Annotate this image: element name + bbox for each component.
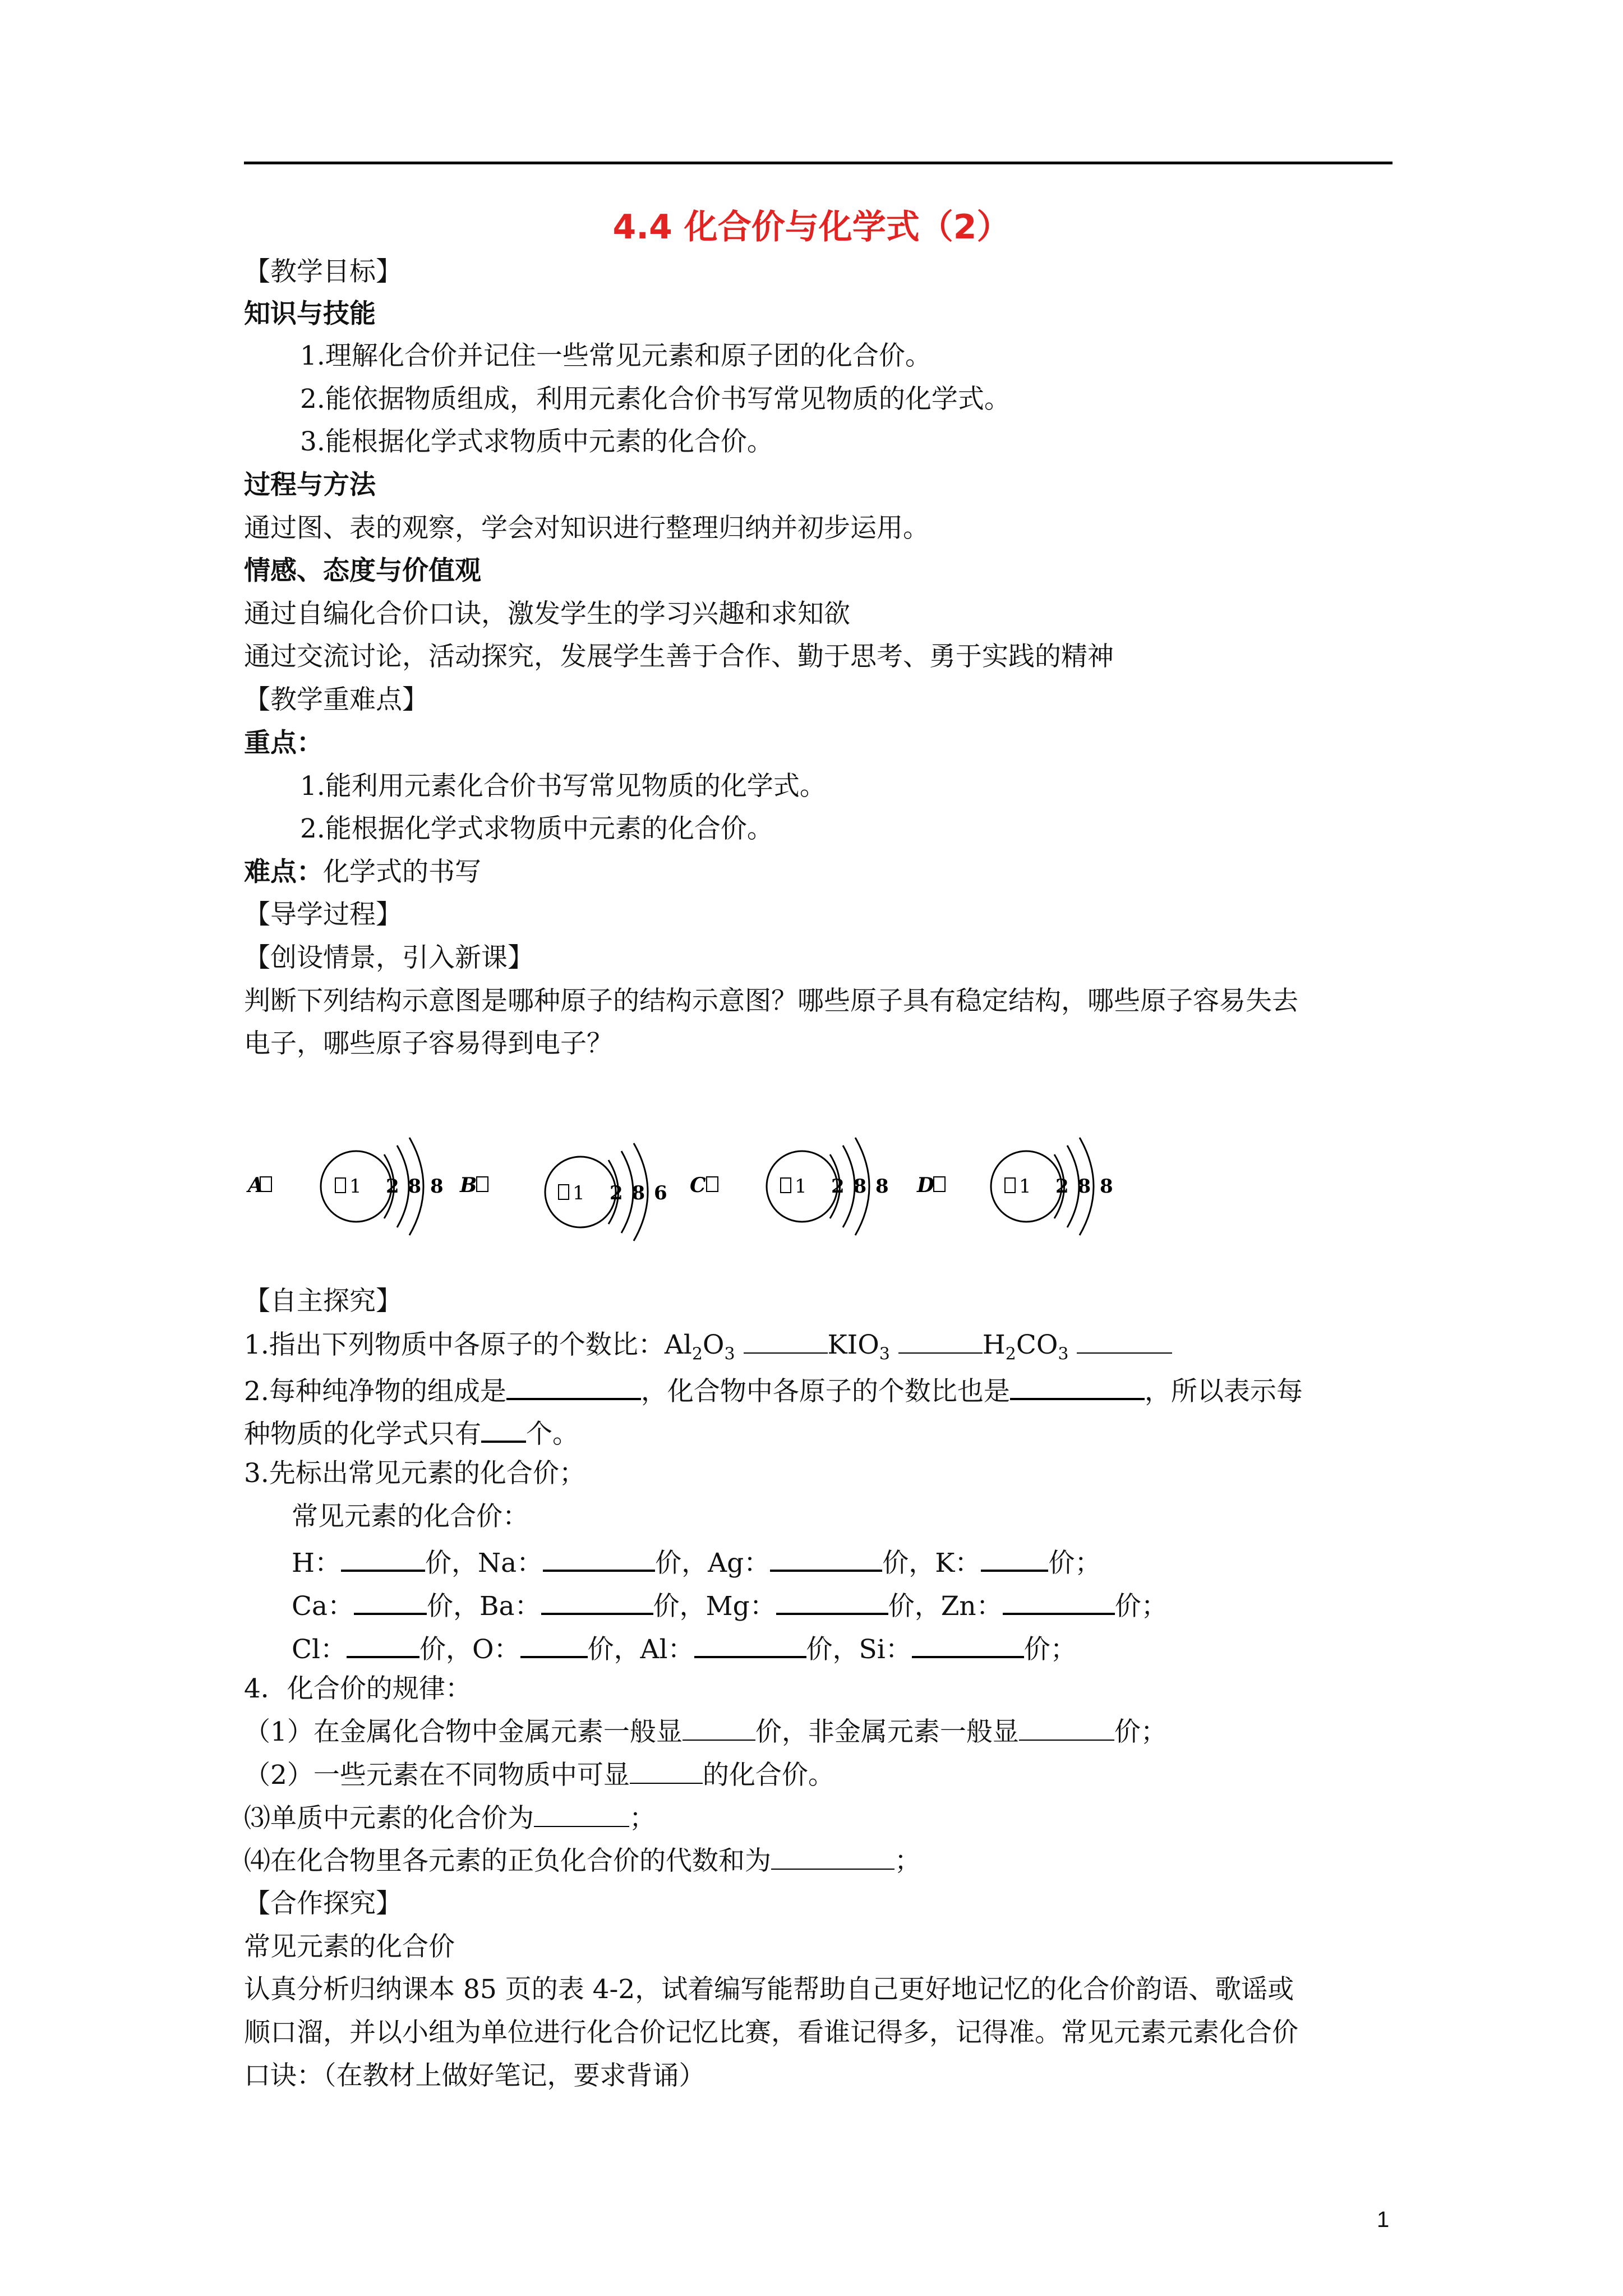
atom-label: D — [917, 1174, 935, 1197]
element-label: O： — [472, 1634, 520, 1665]
valence-blank[interactable] — [1003, 1586, 1115, 1615]
element-label: Na： — [478, 1548, 543, 1579]
unit-label: 价 — [587, 1634, 614, 1665]
knowledge-item: 1.理解化合价并记住一些常见元素和原子团的化合价。 — [300, 341, 932, 371]
unit-label: 价 — [426, 1591, 453, 1622]
q2-text: ，所以表示每 — [1144, 1376, 1303, 1407]
unit-label: 价 — [1023, 1634, 1050, 1665]
answer-blank[interactable] — [898, 1328, 983, 1354]
unit-label: 价 — [1114, 1591, 1141, 1622]
scene-line: 电子，哪些原子容易得到电子？ — [244, 1028, 613, 1059]
atom-c — [690, 1138, 890, 1235]
shell-electrons: 2 8 8 — [831, 1175, 890, 1198]
q4: 4．化合价的规律： — [244, 1673, 472, 1704]
hard-label: 难点： — [244, 857, 323, 887]
valence-row: Cl： 价，O： 价，Al： 价，Si： 价； — [292, 1629, 1077, 1667]
q2-line2 — [244, 1414, 579, 1451]
atom-d — [916, 1138, 1114, 1235]
scene-line: 判断下列结构示意图是哪种原子的结构示意图？哪些原子具有稳定结构，哪些原子容易失去 — [244, 986, 1298, 1016]
hard-text: 化学式的书写 — [323, 857, 481, 887]
nucleus-number: 1 — [573, 1182, 585, 1204]
q2-text: 种物质的化学式只有 — [244, 1419, 481, 1450]
atom-label: C — [690, 1174, 706, 1197]
key-item: 1.能利用元素化合价书写常见物质的化学式。 — [300, 771, 826, 802]
atom-label: B — [460, 1174, 477, 1197]
q2-text: ，化合物中各原子的个数比也是 — [640, 1376, 1010, 1407]
element-label: Si： — [859, 1634, 912, 1665]
element-label: Al： — [640, 1634, 694, 1665]
element-label: Mg： — [706, 1591, 776, 1622]
nucleus-number: 1 — [795, 1175, 807, 1198]
goals-heading: 【教学目标】 — [244, 256, 402, 287]
answer-blank[interactable] — [744, 1328, 828, 1354]
answer-blank[interactable] — [771, 1844, 895, 1870]
valence-blank[interactable] — [541, 1586, 653, 1615]
rule-1: （1）在金属化合物中金属元素一般显 价，非金属元素一般显 价； — [244, 1715, 1167, 1749]
valence-blank[interactable] — [341, 1543, 425, 1572]
element-label: Zn： — [940, 1591, 1003, 1622]
valence-blank[interactable] — [354, 1586, 427, 1615]
emotion-line: 通过交流讨论，活动探究，发展学生善于合作、勤于思考、勇于实践的精神 — [244, 641, 1114, 672]
valence-row: H： 价，Na： 价，Ag： 价，K： 价； — [292, 1543, 1101, 1580]
q3: 3.先标出常见元素的化合价； — [244, 1458, 585, 1489]
element-label: Ba： — [479, 1591, 541, 1622]
element-label: K： — [935, 1548, 981, 1579]
rule-3: ⑶单质中元素的化合价为 ； — [244, 1801, 656, 1835]
answer-blank[interactable] — [506, 1371, 641, 1400]
page-title: 4.4 化合价与化学式（2） — [612, 208, 1011, 247]
answer-blank[interactable] — [534, 1801, 629, 1827]
unit-label: 价 — [888, 1591, 915, 1622]
valence-blank[interactable] — [347, 1629, 419, 1658]
key-label: 重点： — [244, 728, 323, 758]
answer-blank[interactable] — [683, 1715, 755, 1741]
rule-2: （2）一些元素在不同物质中可显 的化合价。 — [244, 1758, 834, 1792]
answer-blank[interactable] — [630, 1758, 703, 1784]
answer-blank[interactable] — [1010, 1371, 1145, 1400]
q2-text: 个。 — [526, 1419, 579, 1450]
unknown-glyph-box — [934, 1177, 945, 1191]
key-item: 2.能根据化学式求物质中元素的化合价。 — [300, 813, 773, 844]
valence-blank[interactable] — [770, 1543, 882, 1572]
atom-a — [246, 1138, 445, 1235]
element-label: Ca： — [292, 1591, 354, 1622]
unknown-glyph-box — [707, 1177, 718, 1191]
valence-blank[interactable] — [912, 1629, 1024, 1658]
shell-electrons: 2 8 8 — [386, 1175, 445, 1198]
coop-line: 口诀：（在教材上做好笔记，要求背诵） — [244, 2060, 706, 2091]
emotion-heading: 情感、态度与价值观 — [244, 555, 481, 586]
element-label: Ag： — [708, 1548, 771, 1579]
answer-blank[interactable] — [481, 1414, 526, 1443]
hard-line — [244, 855, 481, 889]
unknown-glyph-box — [477, 1177, 488, 1191]
formula-kio3: $KIO_3$ — [827, 1329, 890, 1364]
answer-blank[interactable] — [1019, 1715, 1114, 1741]
unit-label: 价 — [419, 1634, 446, 1665]
answer-blank[interactable] — [1077, 1328, 1172, 1354]
q1-line — [244, 1328, 1172, 1362]
unknown-glyph-box — [559, 1185, 569, 1199]
atom-b — [459, 1143, 668, 1241]
process-heading: 过程与方法 — [244, 470, 376, 500]
unknown-glyph-box — [781, 1178, 791, 1193]
process-text: 通过图、表的观察，学会对知识进行整理归纳并初步运用。 — [244, 513, 929, 544]
self-heading: 【自主探究】 — [244, 1286, 402, 1317]
q2-line — [244, 1371, 1303, 1409]
element-label: H： — [292, 1548, 341, 1579]
unit-label: 价 — [653, 1591, 680, 1622]
atom-structure-diagrams — [241, 1133, 1195, 1290]
unit-label: 价 — [1048, 1548, 1075, 1579]
valence-intro: 常见元素的化合价： — [292, 1501, 529, 1532]
valence-blank[interactable] — [981, 1543, 1048, 1572]
atom-label: A — [248, 1174, 264, 1197]
guide-heading: 【导学过程】 — [244, 899, 402, 930]
valence-blank[interactable] — [543, 1543, 655, 1572]
nucleus-number: 1 — [349, 1175, 362, 1198]
page-number: 1 — [1377, 2207, 1390, 2232]
unknown-glyph-box — [335, 1178, 345, 1193]
valence-row: Ca： 价，Ba： 价，Mg： 价，Zn： 价； — [292, 1586, 1168, 1623]
formula-h2co3: $H_2CO_3$ — [982, 1329, 1069, 1364]
scene-heading: 【创设情景，引入新课】 — [244, 942, 534, 973]
nucleus-number: 1 — [1019, 1175, 1031, 1198]
unit-label: 价 — [806, 1634, 833, 1665]
coop-heading: 【合作探究】 — [244, 1888, 402, 1919]
valence-blank[interactable] — [694, 1629, 806, 1658]
knowledge-item: 3.能根据化学式求物质中元素的化合价。 — [300, 426, 773, 457]
valence-blank[interactable] — [776, 1586, 888, 1615]
difficulty-heading: 【教学重难点】 — [244, 684, 428, 715]
coop-sub: 常见元素的化合价 — [244, 1931, 455, 1962]
valence-blank[interactable] — [520, 1629, 588, 1658]
header-rule — [244, 162, 1393, 164]
rule-4: ⑷在化合物里各元素的正负化合价的代数和为 ； — [244, 1844, 921, 1878]
shell-electrons: 2 8 8 — [1055, 1175, 1114, 1198]
unit-label: 价 — [425, 1548, 451, 1579]
emotion-line: 通过自编化合价口诀，激发学生的学习兴趣和求知欲 — [244, 599, 850, 629]
coop-line: 顺口溜，并以小组为单位进行化合价记忆比赛，看谁记得多，记得准。常见元素元素化合价 — [244, 2017, 1298, 2048]
coop-line: 认真分析归纳课本 85 页的表 4-2，试着编写能帮助自己更好地记忆的化合价韵语、歌谣或 — [244, 1974, 1294, 2005]
element-label: Cl： — [292, 1634, 347, 1665]
unit-label: 价 — [655, 1548, 682, 1579]
shell-electrons: 2 8 6 — [610, 1182, 668, 1204]
knowledge-item: 2.能依据物质组成，利用元素化合价书写常见物质的化学式。 — [300, 384, 1011, 415]
knowledge-heading: 知识与技能 — [244, 298, 376, 329]
q1-prefix: 1.指出下列物质中各原子的个数比： — [244, 1329, 665, 1360]
q2-text: 2.每种纯净物的组成是 — [244, 1376, 506, 1407]
unknown-glyph-box — [1005, 1178, 1015, 1193]
formula-al2o3: $Al_2O_3$ — [664, 1329, 735, 1364]
unit-label: 价 — [882, 1548, 909, 1579]
